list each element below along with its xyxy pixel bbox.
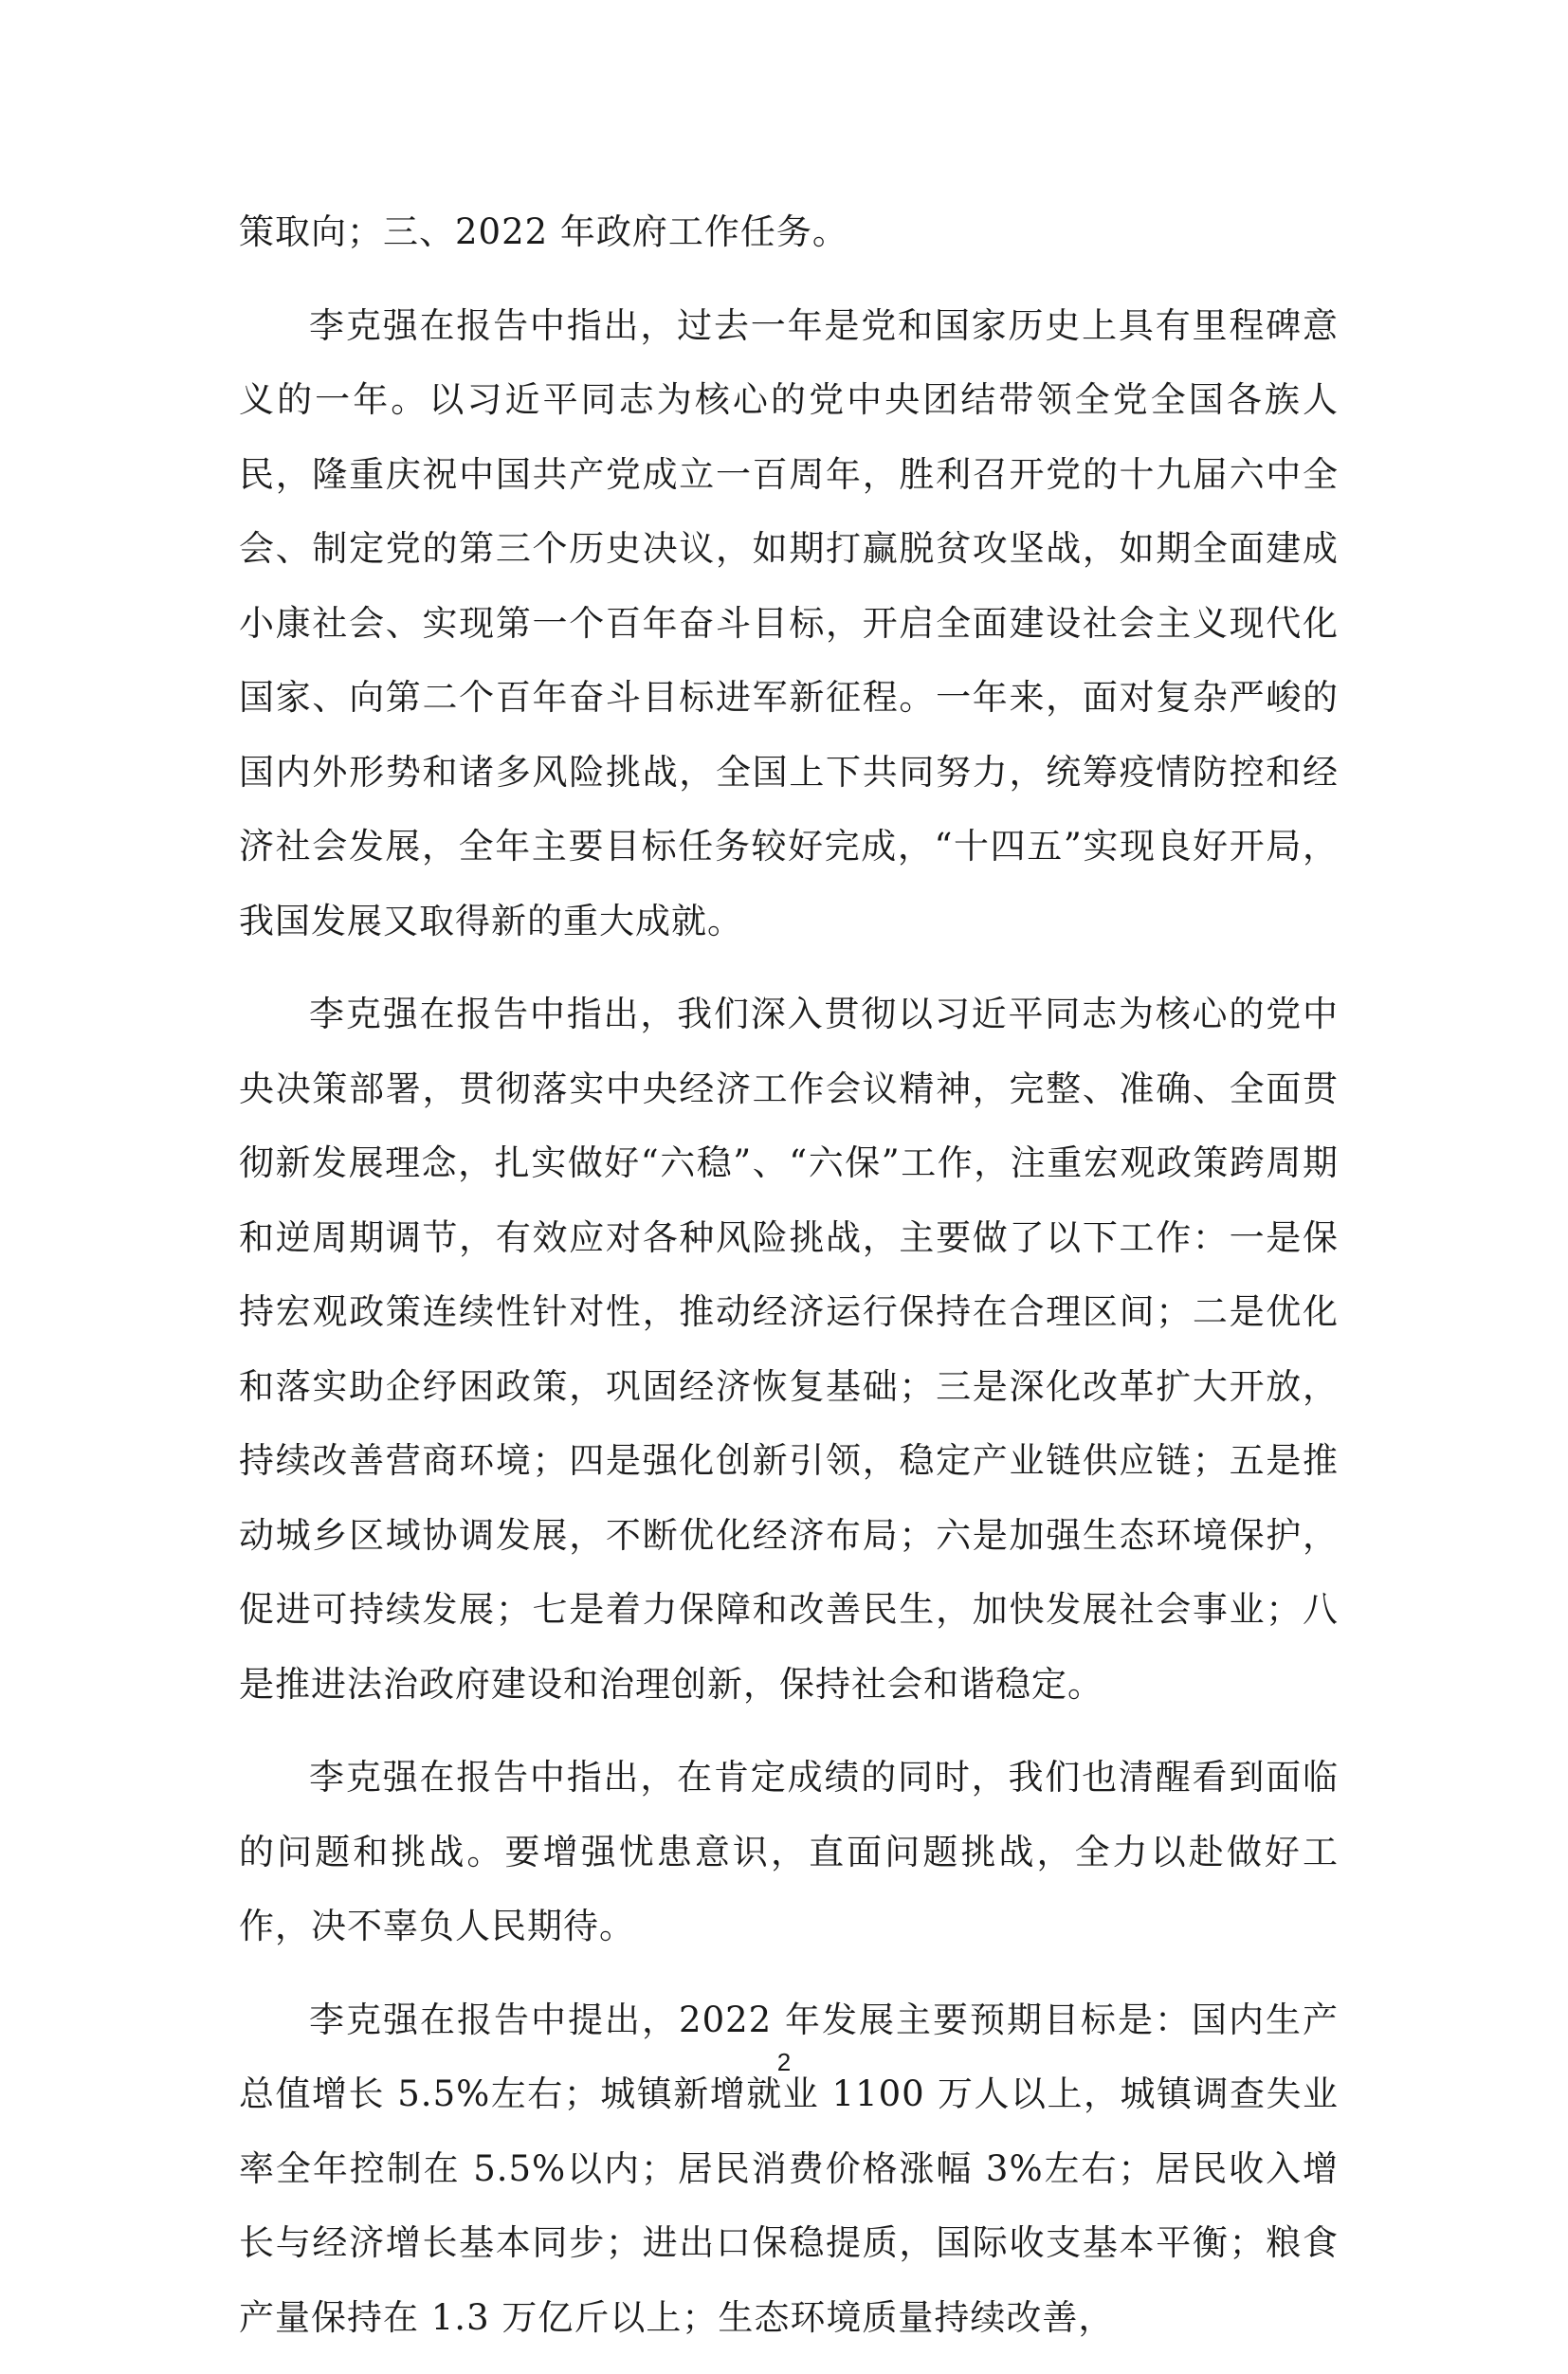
paragraph: 策取向；三、2022 年政府工作任务。 — [239, 211, 848, 252]
paragraph: 李克强在报告中指出，我们深入贯彻以习近平同志为核心的党中央决策部署，贯彻落实中央经济工作会议精神，完整、准确、全面贯彻新发展理念，扎实做好“六稳”、“六保”工作，注重宏观政策跨周期和逆周期调节，有效应对各种风险挑战，主要做了以下工作：一是保持宏观政策连续性针对性，推动经济运行保持在合理区间；二是优化和落实助企纾困政策，巩固经济恢复基础；三是深化改革扩大开放，持续改善营商环境；四是强化创新引领，稳定产业链供应链；五是推动城乡区域协调发展，不断优化经济布局；六是加强生态环境保护，促进可持续发展；七是着力保障和改善民生，加快发展社会事业；八是推进法治政府建设和治理创新，保持社会和谐稳定。 — [239, 994, 1339, 1705]
paragraph: 李克强在报告中指出，过去一年是党和国家历史上具有里程碑意义的一年。以习近平同志为核心的党中央团结带领全党全国各族人民，隆重庆祝中国共产党成立一百周年，胜利召开党的十九届六中全会、制定党的第三个历史决议，如期打赢脱贫攻坚战，如期全面建成小康社会、实现第一个百年奋斗目标，开启全面建设社会主义现代化国家、向第二个百年奋斗目标进军新征程。一年来，面对复杂严峻的国内外形势和诸多风险挑战，全国上下共同努力，统筹疫情防控和经济社会发展，全年主要目标任务较好完成，“十四五”实现良好开局，我国发展又取得新的重大成就。 — [239, 304, 1339, 941]
paragraph: 李克强在报告中指出，在肯定成绩的同时，我们也清醒看到面临的问题和挑战。要增强忧患意识，直面问题挑战，全力以赴做好工作，决不辜负人民期待。 — [239, 1757, 1339, 1946]
paragraph: 李克强在报告中提出，2022 年发展主要预期目标是：国内生产总值增长 5.5%左右；城镇新增就业 1100 万人以上，城镇调查失业率全年控制在 5.5%以内；居民消费价格涨幅 3%左右；居民收入增长与经济增长基本同步；进出口保稳提质，国际收支基本平衡；粮食产量保持在 1.3 万亿斤以上；生态环境质量持续改善， — [239, 1999, 1339, 2338]
page-number: 2 — [776, 2048, 792, 2076]
